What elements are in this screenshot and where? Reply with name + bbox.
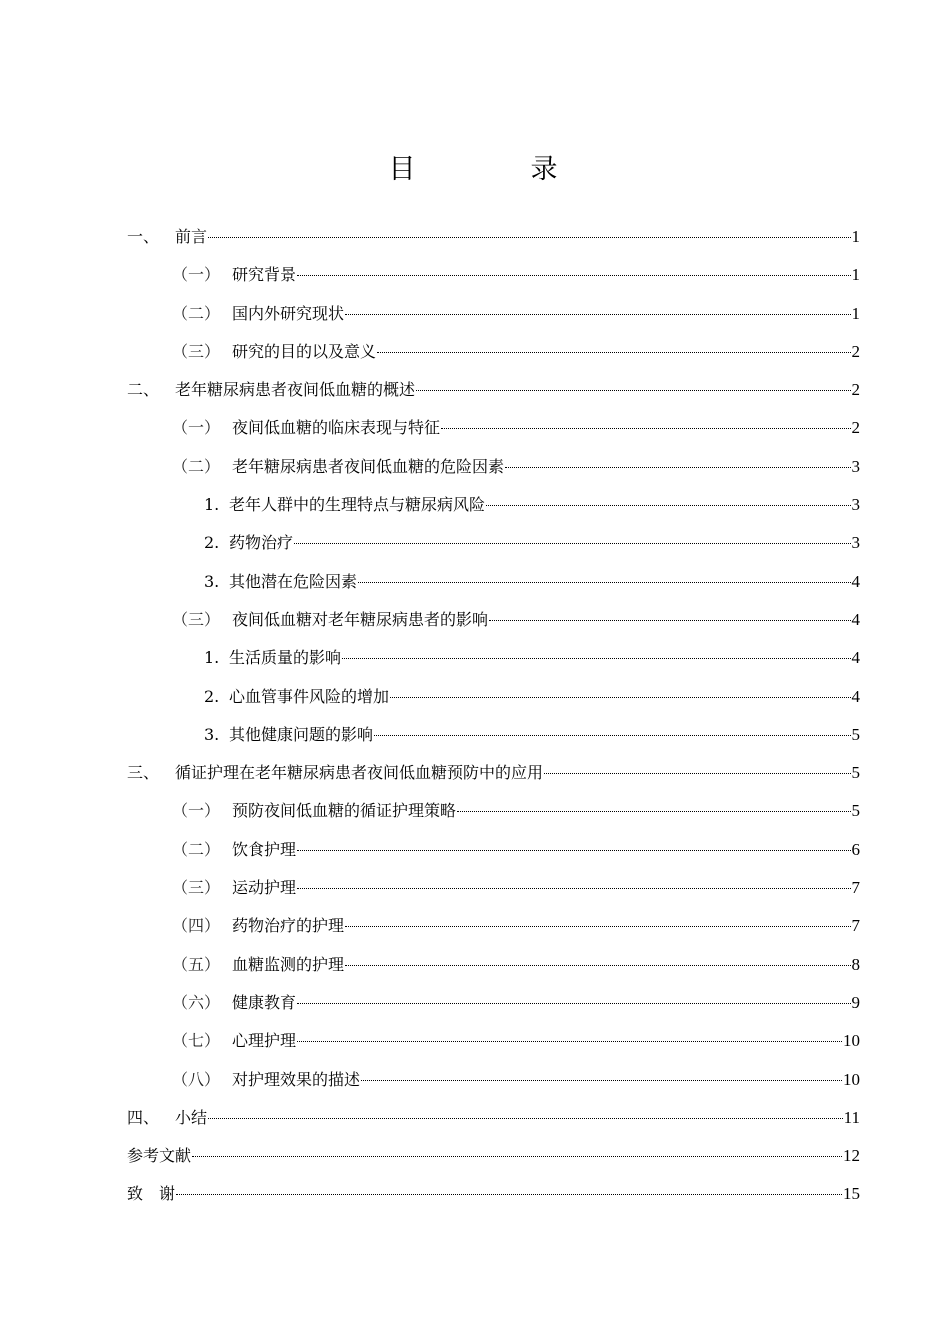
toc-entry-number: 2. [204,686,220,706]
toc-entry-page-number: 5 [851,724,860,744]
dot-leader [457,809,850,812]
toc-list [127,222,860,1218]
toc-entry[interactable] [127,337,860,375]
toc-entry-page-number: 1 [851,265,860,285]
toc-entry[interactable] [127,299,860,337]
dot-leader [192,1154,842,1157]
toc-entry[interactable] [127,490,860,528]
toc-entry[interactable] [127,605,860,643]
toc-entry-text: 血糖监测的护理 [232,954,345,974]
dot-leader [441,426,850,429]
toc-entry-text: 健康教育 [232,992,297,1012]
toc-entry[interactable] [127,567,860,605]
dot-leader [294,541,850,544]
dot-leader [297,273,850,276]
toc-entry-text: 研究的目的以及意义 [232,341,377,361]
toc-entry-number: （六） [172,992,221,1012]
toc-entry-page-number: 8 [851,954,860,974]
dot-leader [416,388,850,391]
dot-leader [208,235,850,238]
toc-entry[interactable] [127,720,860,758]
toc-entry-text: 循证护理在老年糖尿病患者夜间低血糖预防中的应用 [175,763,544,783]
dot-leader [342,656,850,659]
toc-entry-number: 1. [204,495,220,515]
toc-entry-number: （一） [172,801,221,821]
toc-entry[interactable] [127,950,860,988]
toc-entry-page-number: 5 [851,801,860,821]
toc-entry-number: （四） [172,916,221,936]
toc-entry-page-number: 4 [851,648,860,668]
toc-entry-page-number: 10 [843,1031,860,1051]
toc-title: 目 录 [388,154,602,185]
toc-entry-page-number: 11 [843,1107,860,1127]
toc-entry-text: 致 谢 [127,1184,176,1204]
toc-entry-number: 3. [204,724,220,744]
toc-entry[interactable] [127,1179,860,1217]
toc-entry[interactable] [127,1103,860,1141]
toc-entry-number: （一） [172,265,221,285]
toc-entry-text: 其他潜在危险因素 [229,571,358,591]
toc-entry-text: 运动护理 [232,878,297,898]
toc-entry-text: 参考文献 [127,1146,192,1166]
dot-leader [297,1001,850,1004]
toc-entry[interactable] [127,452,860,490]
dot-leader [345,963,850,966]
toc-entry-number: 3. [204,571,220,591]
dot-leader [390,695,850,698]
toc-entry-page-number: 9 [851,992,860,1012]
toc-entry-number: （五） [172,954,221,974]
toc-entry-page-number: 7 [851,878,860,898]
toc-entry-text: 研究背景 [232,265,297,285]
toc-entry-number: 1. [204,648,220,668]
toc-entry-page-number: 2 [851,341,860,361]
dot-leader [486,503,850,506]
toc-entry-page-number: 5 [851,763,860,783]
toc-entry[interactable] [127,758,860,796]
toc-entry[interactable] [127,643,860,681]
toc-entry-text: 饮食护理 [232,839,297,859]
toc-entry-number: 二、 [127,380,160,400]
dot-leader [297,848,850,851]
dot-leader [176,1192,842,1195]
dot-leader [297,1039,842,1042]
toc-entry-number: 2. [204,533,220,553]
dot-leader [297,886,850,889]
toc-entry-page-number: 3 [851,533,860,553]
toc-entry-page-number: 2 [851,380,860,400]
toc-entry-text: 老年糖尿病患者夜间低血糖的概述 [175,380,416,400]
toc-entry-page-number: 2 [851,418,860,438]
toc-entry[interactable] [127,375,860,413]
toc-entry[interactable] [127,988,860,1026]
toc-entry-number: （三） [172,878,221,898]
toc-entry-number: 四、 [127,1107,160,1127]
toc-entry-text: 预防夜间低血糖的循证护理策略 [232,801,457,821]
toc-entry-page-number: 4 [851,686,860,706]
toc-entry-number: （三） [172,341,221,361]
dot-leader [345,924,850,927]
toc-entry[interactable] [127,796,860,834]
toc-entry-text: 夜间低血糖的临床表现与特征 [232,418,441,438]
toc-entry-text: 国内外研究现状 [232,303,345,323]
toc-entry-page-number: 6 [851,839,860,859]
toc-entry-text: 对护理效果的描述 [232,1069,361,1089]
toc-entry[interactable] [127,1026,860,1064]
dot-leader [489,618,850,621]
toc-entry-page-number: 3 [851,495,860,515]
toc-entry-text: 小结 [175,1107,208,1127]
toc-entry-page-number: 4 [851,571,860,591]
dot-leader [361,1078,842,1081]
toc-entry-text: 前言 [175,227,208,246]
toc-entry-page-number: 7 [851,916,860,936]
dot-leader [345,312,850,315]
toc-entry-text: 老年人群中的生理特点与糖尿病风险 [229,495,486,515]
toc-entry-text: 生活质量的影响 [229,648,342,668]
toc-entry-text: 心血管事件风险的增加 [229,686,390,706]
toc-entry-number: （七） [172,1031,221,1051]
toc-entry-page-number: 15 [843,1184,860,1204]
toc-entry-text: 药物治疗 [229,533,294,553]
toc-entry-text: 其他健康问题的影响 [229,724,374,744]
toc-entry-number: （八） [172,1069,221,1089]
dot-leader [505,465,850,468]
dot-leader [358,580,850,583]
dot-leader [208,1116,843,1119]
toc-entry-page-number: 3 [851,456,860,476]
toc-entry-number: （一） [172,418,221,438]
toc-entry[interactable] [127,260,860,298]
toc-entry-number: 三、 [127,763,160,783]
toc-entry[interactable] [127,222,860,260]
toc-entry-page-number: 4 [851,609,860,629]
toc-entry-text: 夜间低血糖对老年糖尿病患者的影响 [232,609,489,629]
dot-leader [374,733,850,736]
toc-entry-page-number: 1 [851,303,860,323]
toc-entry-text: 心理护理 [232,1031,297,1051]
toc-entry-page-number: 10 [843,1069,860,1089]
toc-entry[interactable] [127,413,860,451]
toc-entry-page-number: 12 [843,1146,860,1166]
toc-entry[interactable] [127,911,860,949]
dot-leader [544,771,850,774]
toc-entry[interactable] [127,528,860,566]
toc-entry-page-number: 1 [851,227,860,246]
toc-entry[interactable] [127,1141,860,1179]
toc-entry[interactable] [127,873,860,911]
toc-entry[interactable] [127,1065,860,1103]
toc-entry-number: （二） [172,303,221,323]
toc-entry-number: 一、 [127,227,160,246]
toc-entry-text: 老年糖尿病患者夜间低血糖的危险因素 [232,456,505,476]
toc-entry-number: （二） [172,839,221,859]
toc-entry[interactable] [127,835,860,873]
toc-entry-number: （二） [172,456,221,476]
toc-entry[interactable] [127,682,860,720]
dot-leader [377,350,850,353]
toc-entry-number: （三） [172,609,221,629]
toc-entry-text: 药物治疗的护理 [232,916,345,936]
